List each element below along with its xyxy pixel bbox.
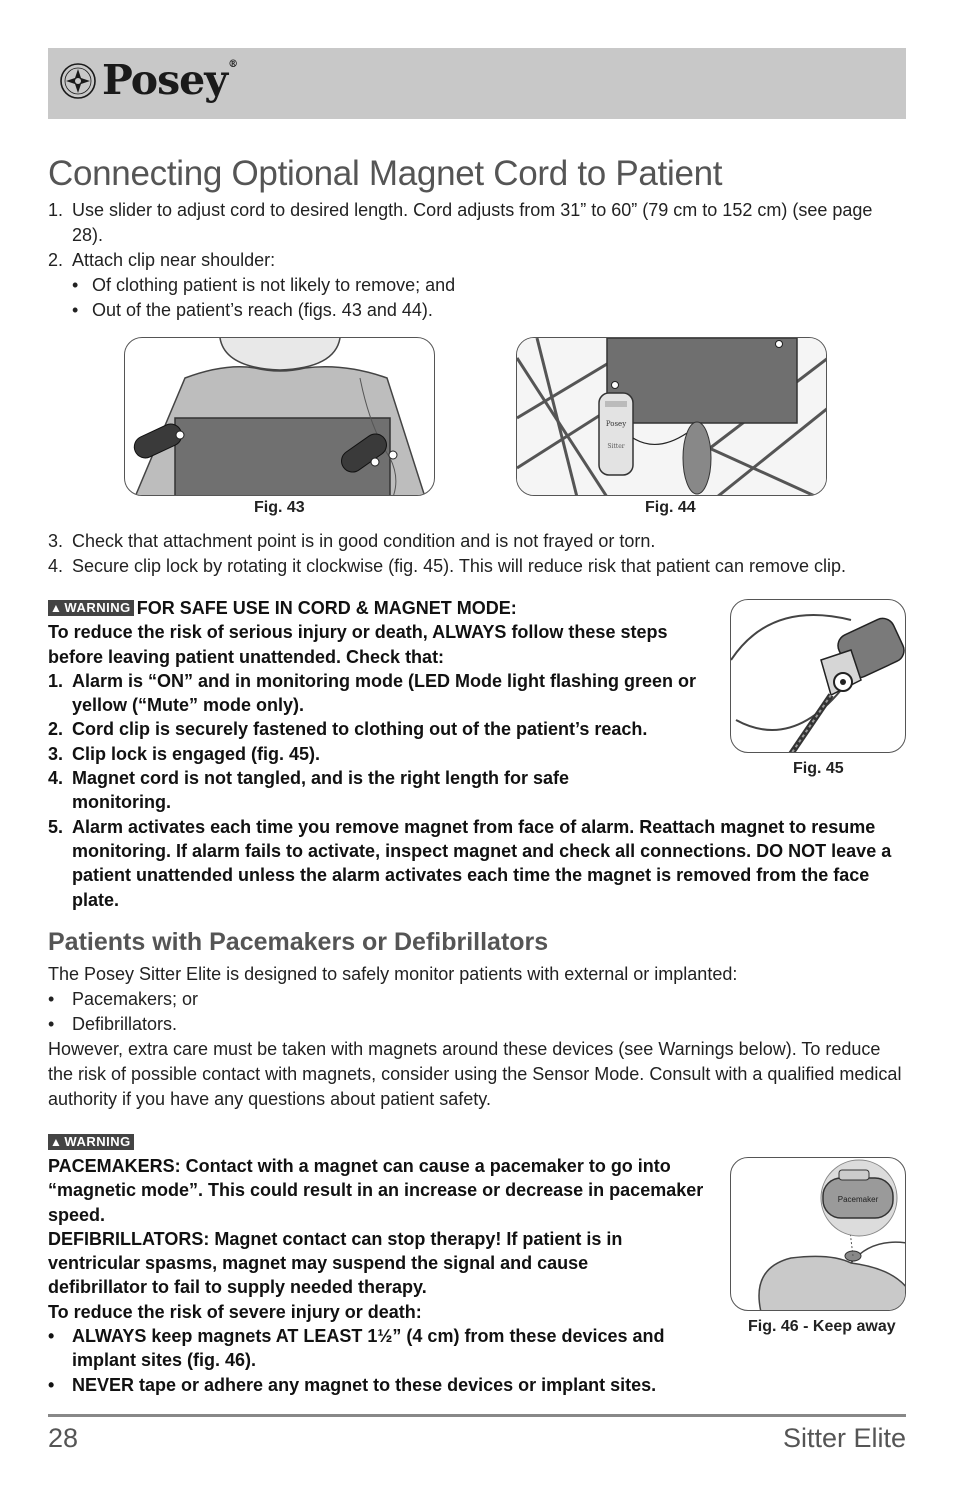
step-item: 4. Secure clip lock by rotating it clockwise (fig. 45). This will reduce risk that patient can remove clip. xyxy=(48,556,846,576)
fig46-caption: Fig. 46 - Keep away xyxy=(748,1318,896,1335)
step-item: 1. Use slider to adjust cord to desired length. Cord adjusts from 31” to 60” (79 cm to 152 cm) (see page 28). xyxy=(48,200,873,245)
figure-44 xyxy=(516,337,827,496)
page-title: Connecting Optional Magnet Cord to Patient xyxy=(48,154,723,193)
warning-heading-line: ▲ WARNING FOR SAFE USE IN CORD & MAGNET MODE: xyxy=(50,598,517,618)
reduce-risk-text: To reduce the risk of severe injury or death: xyxy=(48,1301,422,1322)
steps-list-top xyxy=(48,198,906,323)
fig45-caption: Fig. 45 xyxy=(793,760,844,777)
warning-triangle-icon: ▲ xyxy=(50,601,63,615)
warning-heading-line xyxy=(48,1130,718,1154)
product-name: Sitter Elite xyxy=(782,1423,906,1453)
warning-item: 4. Magnet cord is not tangled, and is the right length for safe monitoring. xyxy=(48,768,570,813)
defibrillator-warning-text: DEFIBRILLATORS: Magnet contact can stop therapy! If patient is in ventricular spasms, magnet may suspend the signal and cause defibrillator to fail to supply needed therapy. xyxy=(48,1228,623,1298)
step-item: 2. Attach clip near shoulder: • Of clothing patient is not likely to remove; and • Out of the patient’s reach (figs. 43 and 44). xyxy=(48,248,906,323)
steps-list-mid xyxy=(48,529,906,579)
fig43-caption: Fig. 43 xyxy=(254,499,305,516)
pacemaker-note: However, extra care must be taken with magnets around these devices (see Warnings below). To reduce the risk of possible contact with magnets, consider using the Sensor Mode. Consult with a qualified medical authority if you have any questions about patient safety. xyxy=(48,1039,902,1109)
warning-item: 1. Alarm is “ON” and in monitoring mode (LED Mode light flashing green or yellow (“Mute” mode only). xyxy=(48,670,697,716)
pacemaker-illustration xyxy=(731,1158,906,1311)
warning-intro: To reduce the risk of serious injury or death, ALWAYS follow these steps before leaving patient unattended. Check that: xyxy=(48,622,668,667)
warning-item: 3. Clip lock is engaged (fig. 45). xyxy=(48,743,321,764)
device-bullet: • Pacemakers; or xyxy=(48,989,199,1009)
warning-triangle-icon: ▲ xyxy=(50,1135,63,1149)
posey-seal-icon xyxy=(58,61,98,101)
footer-rule xyxy=(48,1414,906,1417)
wheelchair-illustration xyxy=(517,338,827,496)
pacemaker-intro: The Posey Sitter Elite is designed to safely monitor patients with external or implanted: xyxy=(48,964,738,984)
shirt-clip-illustration xyxy=(125,338,435,496)
figure-45 xyxy=(730,599,906,753)
sub-bullet-item: • Out of the patient’s reach (figs. 43 and 44). xyxy=(72,300,433,320)
device-bullet: • Defibrillators. xyxy=(48,1014,178,1034)
figure-43 xyxy=(124,337,435,496)
warning-item: 2. Cord clip is securely fastened to clothing out of the patient’s reach. xyxy=(48,719,648,740)
fig46-device-label: Pacemaker xyxy=(837,1195,879,1204)
warning-bullet: • ALWAYS keep magnets AT LEAST 1½” (4 cm) from these devices and implant sites (fig. 46). xyxy=(48,1326,665,1371)
brand-name: Posey® xyxy=(102,56,238,104)
warning-badge: ▲ WARNING xyxy=(48,1134,134,1150)
posey-logo xyxy=(58,56,238,104)
header-bar xyxy=(48,48,906,119)
warning2-bullets xyxy=(48,1324,718,1397)
sub-bullet-item: • Of clothing patient is not likely to remove; and xyxy=(72,275,456,295)
step2-sublist xyxy=(72,273,906,323)
warning-checklist xyxy=(48,669,892,912)
fig44-caption: Fig. 44 xyxy=(645,499,696,516)
step-item: 3. Check that attachment point is in good condition and is not frayed or torn. xyxy=(48,531,656,551)
warning-cord-magnet xyxy=(48,596,892,912)
warning-pacemaker xyxy=(48,1130,718,1397)
pacemaker-section-heading: Patients with Pacemakers or Defibrillators xyxy=(48,928,549,956)
fig44-device-label: Posey xyxy=(605,420,627,428)
warning-badge: ▲ WARNING xyxy=(48,600,134,616)
figure-46 xyxy=(730,1157,906,1311)
warning-item: 5. Alarm activates each time you remove magnet from face of alarm. Reattach magnet to resume monitoring. If alarm fails to activate, inspect magnet and check all connections. DO NOT leave a patient unattended unless the alarm activates each time the magnet is removed from the face plate. xyxy=(48,816,892,910)
pacemaker-section-body xyxy=(48,962,906,1112)
page-number: 28 xyxy=(48,1423,79,1453)
fig44-device-sub: Sitter xyxy=(607,443,625,450)
pacemaker-warning-text: PACEMAKERS: Contact with a magnet can cause a pacemaker to go into “magnetic mode”. This could result in an increase or decrease in pacemaker speed. xyxy=(48,1156,704,1225)
clip-lock-illustration xyxy=(731,600,906,753)
warning-bullet: • NEVER tape or adhere any magnet to these devices or implant sites. xyxy=(48,1374,657,1395)
